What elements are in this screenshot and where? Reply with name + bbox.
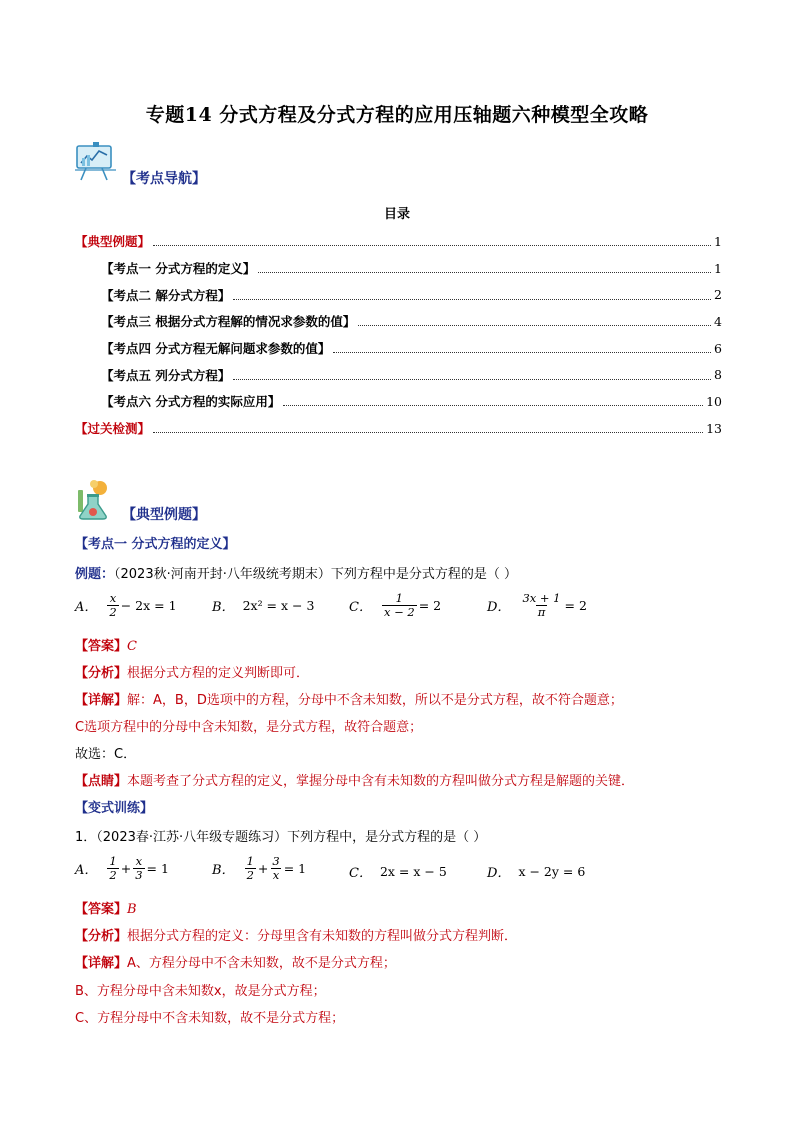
toc-entry-page: 1 [714, 260, 722, 276]
toc-entry-page: 1 [714, 233, 722, 249]
option-expression: = 2 [418, 598, 442, 613]
example-answer: 【答案】C [75, 639, 137, 654]
option-letter: C． [349, 600, 372, 615]
fraction: $\frac{1}{2}$ [246, 854, 254, 882]
answer-value: B [127, 902, 137, 917]
variant-analysis: 【分析】根据分式方程的定义：分母里含有未知数的方程叫做分式方程判断． [75, 929, 518, 944]
variant-option-a: A． $\frac{1}{2}$ + $\frac{x}{3}$ = 1 [75, 854, 169, 882]
toc-entry-page: 6 [714, 340, 722, 356]
example-option-c [349, 592, 441, 619]
toc-leader-dots [233, 378, 711, 380]
toc-entry[interactable] [75, 335, 722, 362]
toc-entry-label: 【考点六 分式方程的实际应用】 [101, 394, 281, 410]
page-title: 专题14 分式方程及分式方程的应用压轴题六种模型全攻略 [145, 104, 649, 126]
toc-entry-label: 【考点一 分式方程的定义】 [101, 261, 256, 277]
example-detail-line: C选项方程中的分母中含未知数，是分式方程，故符合题意； [75, 720, 423, 735]
toc-entry[interactable] [75, 255, 722, 282]
variant-detail: 【详解】A、方程分母中不含未知数，故不是分式方程； [75, 956, 396, 971]
example-comment: 【点睛】本题考查了分式方程的定义，掌握分母中含有未知数的方程叫做分式方程是解题的关键． [75, 774, 635, 789]
variant-option-b: B． $\frac{1}{2}$ + $\frac{3}{x}$ = 1 [212, 854, 307, 882]
example-question-text: （2023秋·河南开封·八年级统考期末）下列方程中是分式方程的是（ ） [114, 567, 517, 582]
option-letter: A． [75, 600, 98, 615]
toc-entry-page: 2 [714, 287, 722, 303]
examples-section-label: 【典型例题】 [122, 507, 206, 523]
toc-entry[interactable] [75, 361, 722, 388]
toc-entry[interactable] [75, 281, 722, 308]
toc-leader-dots [333, 351, 711, 353]
toc-leader-dots [233, 298, 711, 300]
fraction: $\frac{3}{x}$ [272, 854, 280, 882]
toc-entry-label: 【典型例题】 [75, 234, 151, 250]
toc-entry-page: 13 [706, 420, 722, 436]
nav-section-label: 【考点导航】 [122, 171, 206, 187]
toc-entry-label: 【考点三 根据分式方程解的情况求参数的值】 [101, 314, 356, 330]
example-option-b [212, 596, 314, 615]
example-option-a [75, 592, 177, 619]
toc-entry[interactable] [75, 308, 722, 335]
fraction: $\frac{x}{2}$ [109, 591, 117, 619]
toc-entry-label: 【过关检测】 [75, 421, 151, 437]
variant-question: 1．（2023春·江苏·八年级专题练习）下列方程中，是分式方程的是（ ） [75, 830, 487, 845]
toc-leader-dots [153, 244, 711, 246]
variant-option-c: C． 2x = x − 5 [349, 864, 447, 881]
examples-section-header [74, 478, 374, 524]
toc-entry-label: 【考点二 解分式方程】 [101, 287, 231, 303]
toc-entry-page: 10 [706, 393, 722, 409]
example-analysis: 【分析】根据分式方程的定义判断即可． [75, 666, 310, 681]
variant-answer: 【答案】B [75, 902, 137, 917]
toc-leader-dots [258, 271, 711, 273]
fraction: $\frac{x}{3}$ [135, 854, 143, 882]
example-question [75, 563, 517, 582]
nav-section-header [74, 142, 374, 188]
variant-detail-line: C、方程分母中不含未知数，故不是分式方程； [75, 1011, 345, 1026]
toc-entry[interactable] [75, 415, 722, 442]
example-option-d [487, 592, 587, 619]
example-detail: 【详解】解：A，B，D选项中的方程，分母中不含未知数，所以不是分式方程，故不符合题意； [75, 693, 623, 708]
toc-leader-dots [153, 431, 703, 433]
option-letter: B． [212, 600, 235, 615]
fraction: $\frac{3x + 1}{\pi}$ [522, 591, 561, 619]
fraction: $\frac{1}{2}$ [109, 854, 117, 882]
variant-heading: 【变式训练】 [75, 801, 154, 816]
option-letter: D． [487, 600, 511, 615]
flask-icon [74, 478, 118, 520]
toc-entry[interactable] [75, 388, 722, 415]
table-of-contents [75, 228, 722, 442]
variant-detail-line: B、方程分母中含未知数x，故是分式方程； [75, 984, 326, 999]
toc-entry-label: 【考点五 列分式方程】 [101, 367, 231, 383]
fraction: $\frac{1}{x - 2}$ [383, 591, 415, 619]
answer-value: C [127, 639, 137, 654]
option-expression: 2x² = x − 3 [242, 598, 315, 613]
option-expression: − 2x = 1 [120, 598, 177, 613]
example-detail-line: 故选：C． [75, 747, 137, 762]
toc-leader-dots [283, 404, 703, 406]
toc-leader-dots [358, 324, 711, 326]
toc-entry[interactable] [75, 228, 722, 255]
example-label: 例题： [75, 567, 115, 582]
toc-entry-page: 8 [714, 367, 722, 383]
toc-entry-label: 【考点四 分式方程无解问题求参数的值】 [101, 341, 331, 357]
variant-option-d: D． x − 2y = 6 [487, 864, 586, 881]
presentation-board-icon [74, 142, 118, 182]
toc-heading: 目录 [383, 207, 410, 222]
toc-entry-page: 4 [714, 313, 722, 329]
option-expression: = 2 [564, 598, 587, 613]
kp1-heading: 【考点一 分式方程的定义】 [75, 537, 236, 552]
